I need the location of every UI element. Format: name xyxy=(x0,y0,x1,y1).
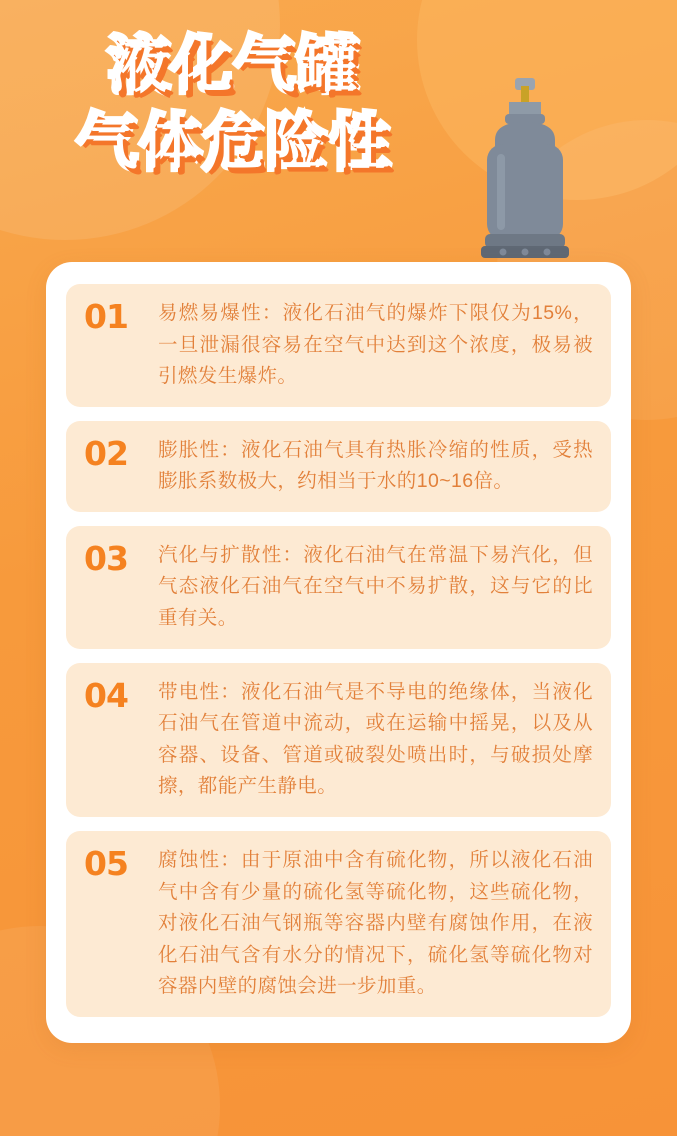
item-number: 02 xyxy=(84,433,128,473)
item-text: 带电性：液化石油气是不导电的绝缘体，当液化石油气在管道中流动，或在运输中摇晃，以及从容器、设备、管道或破裂处喷出时，与破损处摩擦，都能产生静电。 xyxy=(158,680,593,798)
list-item xyxy=(66,831,611,1017)
gas-cylinder-icon xyxy=(465,78,585,273)
item-text: 膨胀性：液化石油气具有热胀冷缩的性质，受热膨胀系数极大，约相当于水的10~16倍。 xyxy=(158,438,593,493)
list-item xyxy=(66,663,611,817)
list-item xyxy=(66,526,611,649)
item-text: 易燃易爆性：液化石油气的爆炸下限仅为15%，一旦泄漏很容易在空气中达到这个浓度，极易被引燃发生爆炸。 xyxy=(158,302,593,388)
item-text: 汽化与扩散性：液化石油气在常温下易汽化，但气态液化石油气在空气中不易扩散，这与它的比重有关。 xyxy=(158,543,593,630)
list-item xyxy=(66,284,611,407)
item-number: 05 xyxy=(84,843,128,883)
poster-title xyxy=(0,28,470,182)
list-item xyxy=(66,421,611,512)
danger-list-card xyxy=(46,262,631,1043)
title-line-1: 液化气罐 xyxy=(109,31,361,101)
title-line-2: 气体危险性 xyxy=(77,107,393,178)
item-number: 04 xyxy=(84,675,128,715)
item-number: 03 xyxy=(84,538,128,578)
item-number: 01 xyxy=(84,297,128,336)
item-text: 腐蚀性：由于原油中含有硫化物，所以液化石油气中含有少量的硫化氢等硫化物，这些硫化物，对液化石油气钢瓶等容器内壁有腐蚀作用，在液化石油气含有水分的情况下，硫化氢等硫化物对容器内壁的腐蚀会进一步加重。 xyxy=(158,848,593,998)
